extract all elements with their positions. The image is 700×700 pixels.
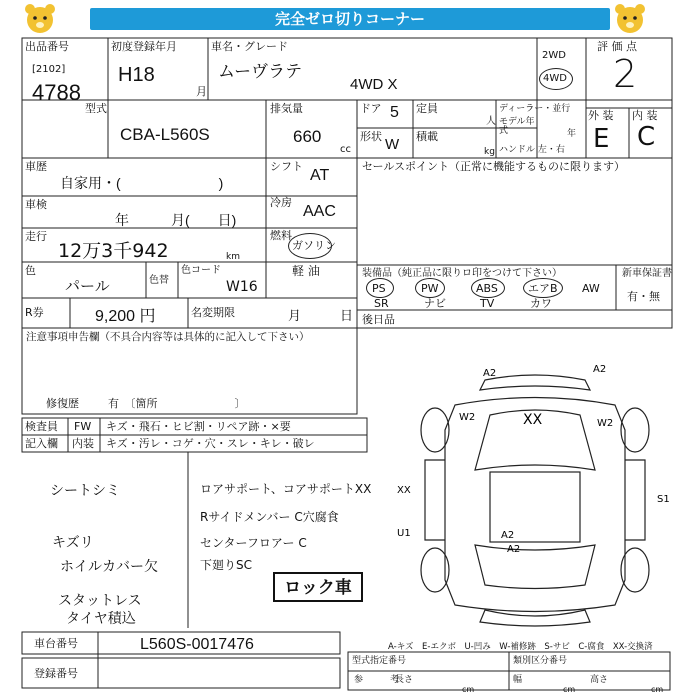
note-right-1: ロアサポート、コアサポートXX xyxy=(200,482,372,496)
mark-a2-rear: A2 xyxy=(507,544,521,555)
equip-airbag: エアB xyxy=(528,282,558,295)
damage-legend: A-キズ E-エクボ U-凹み W-補修跡 S-サビ C-腐食 XX-交換済 xyxy=(388,642,653,652)
doors: 5 xyxy=(390,104,399,121)
height-label: 高さ xyxy=(590,675,609,685)
repair-label: 修復歴 xyxy=(46,397,79,410)
mark-u1: U1 xyxy=(397,528,411,539)
car-name: ムーヴラテ xyxy=(218,62,303,82)
lot-label: 出品番号 xyxy=(25,40,69,53)
exterior-label: 外 装 xyxy=(588,109,614,122)
width-label: 幅 xyxy=(513,675,523,685)
equip-circle-ps xyxy=(366,278,394,298)
inspection-value: 年 月( 日) xyxy=(115,212,237,228)
grade: 4WD X xyxy=(350,76,398,93)
mark-s1: S1 xyxy=(657,494,670,505)
reg-year: H18 xyxy=(118,64,155,86)
shift-label: シフト xyxy=(270,160,303,173)
interior-row-label: 内装 xyxy=(72,437,94,450)
mark-xx-hood: XX xyxy=(523,412,543,428)
note-right-2: Rサイドメンバー C穴腐食 xyxy=(200,510,339,524)
equip-label: 装備品（純正品に限りロ印をつけて下さい） xyxy=(362,268,562,279)
ac-label: 冷房 xyxy=(270,196,292,209)
year-unit: 年 xyxy=(567,129,577,139)
history-label: 車歴 xyxy=(25,160,47,173)
displacement: 660 xyxy=(293,127,322,146)
drive-4wd: 4WD xyxy=(543,73,567,84)
note-left-3: ホイルカバー欠 xyxy=(60,559,158,575)
chassis-number: L560S-0017476 xyxy=(140,636,254,653)
color-label: 色 xyxy=(25,264,36,277)
equip-leather: カワ xyxy=(530,297,552,310)
repair-value: 有 〔箇所 〕 xyxy=(108,397,246,410)
mark-xx-side: XX xyxy=(397,485,411,496)
doors-label: ドア xyxy=(360,102,382,115)
drive-2wd: 2WD xyxy=(542,50,566,61)
fuel-diesel: 軽 油 xyxy=(292,264,320,278)
warranty-label: 新車保証書 xyxy=(622,268,672,279)
kg-unit: kg xyxy=(484,147,495,157)
equip-sr: SR xyxy=(374,297,389,310)
equip-circle-abs xyxy=(471,278,505,298)
history: 自家用・( ) xyxy=(60,175,224,191)
displacement-label: 排気量 xyxy=(270,102,303,115)
score: 2 xyxy=(613,52,638,96)
mark-a2-center: A2 xyxy=(501,530,515,541)
color: パール xyxy=(65,277,110,295)
cc-unit: cc xyxy=(340,144,351,155)
post-label: 後日品 xyxy=(362,313,395,326)
type-spec-label: 型式指定番号 xyxy=(352,656,407,666)
car-damage-diagram xyxy=(395,360,675,630)
inspection-label: 車検 xyxy=(25,198,47,211)
length-cm-unit: cm xyxy=(462,685,475,694)
color-no-label: 色替 xyxy=(149,275,169,286)
shape: W xyxy=(385,136,400,153)
chassis-label: 車台番号 xyxy=(34,637,78,650)
equip-abs: ABS xyxy=(476,282,498,295)
score-label: 評 価 点 xyxy=(597,40,637,53)
model-label: 型式 xyxy=(85,102,107,115)
exterior-grade: E xyxy=(593,124,610,154)
price-label: R券 xyxy=(25,306,44,319)
equip-ps: PS xyxy=(372,282,386,295)
mark-a2-front-right: A2 xyxy=(593,364,607,375)
warranty: 有・無 xyxy=(627,290,660,303)
mark-w2-right: W2 xyxy=(597,418,614,429)
dealer-label: ディーラー・並行 xyxy=(499,104,571,114)
capacity-label: 定員 xyxy=(416,102,438,115)
color-code: W16 xyxy=(226,279,258,295)
note-right-3: センターフロアー C xyxy=(200,536,307,550)
equip-tv: TV xyxy=(480,297,495,310)
equip-circle-airbag xyxy=(523,278,563,298)
equip-navi: ナビ xyxy=(424,297,446,310)
inspector-label: 検査員 xyxy=(25,420,58,433)
reference-label: 参 考 xyxy=(354,675,400,685)
car-name-label: 車名・グレード xyxy=(211,40,288,53)
mileage-label: 走行 xyxy=(25,230,47,243)
shape-label: 形状 xyxy=(360,130,382,143)
reg-year-label: 初度登録年月 xyxy=(111,40,177,53)
color-code-label: 色コード xyxy=(181,265,221,276)
note-left-1: シートシミ xyxy=(50,483,120,499)
expiry-value: 月 日 xyxy=(288,308,354,323)
page-title: 完全ゼロ切りコーナー xyxy=(90,8,610,30)
mileage: 12万3千942 xyxy=(58,240,169,262)
lot-prefix: [2102] xyxy=(32,64,66,75)
interior-grade: C xyxy=(637,122,656,152)
lock-car-stamp: ロック車 xyxy=(273,572,363,602)
equip-aw: AW xyxy=(582,282,600,295)
mark-w2-left: W2 xyxy=(459,412,476,423)
note-left-5: タイヤ積込 xyxy=(66,611,136,627)
interior-items: キズ・汚レ・コゲ・穴・スレ・キレ・破レ xyxy=(106,437,315,450)
sales-point-label: セールスポイント（正常に機能するものに限ります） xyxy=(362,160,626,173)
equip-circle-pw xyxy=(415,278,445,298)
load-label: 積載 xyxy=(416,130,438,143)
lot-number: 4788 xyxy=(32,80,81,105)
mark-a2-front-left: A2 xyxy=(483,368,497,379)
fw-label: FW xyxy=(74,420,92,433)
entry-label: 記入欄 xyxy=(25,437,58,450)
fuel-gasoline: ガソリン xyxy=(292,239,336,252)
interior-label: 内 装 xyxy=(632,109,658,122)
length-label: 長さ xyxy=(395,675,414,685)
reg-month-unit: 月 xyxy=(196,85,207,98)
price: 9,200 円 xyxy=(95,308,156,325)
model: CBA-L560S xyxy=(120,125,210,144)
km-unit: km xyxy=(226,252,240,262)
notes-label: 注意事項申告欄（不具合内容等は具体的に記入して下さい） xyxy=(26,331,310,343)
model-year-label: モデル年式 xyxy=(499,117,535,136)
person-unit: 人 xyxy=(486,116,496,127)
height-cm-unit: cm xyxy=(651,685,664,694)
handle-label: ハンドル 左・右 xyxy=(499,145,565,155)
fuel-label: 燃料 xyxy=(270,229,292,242)
reg-no-label: 登録番号 xyxy=(34,667,78,680)
shift: AT xyxy=(310,167,330,184)
note-right-4: 下廻りSC xyxy=(200,558,252,572)
note-left-4: スタットレス xyxy=(58,593,142,609)
class-label: 類別区分番号 xyxy=(513,656,568,666)
equip-pw: PW xyxy=(421,282,439,295)
width-cm-unit: cm xyxy=(563,685,576,694)
expiry-label: 名変期限 xyxy=(191,306,235,319)
fw-items: キズ・飛石・ヒビ割・リペア跡・×要 xyxy=(106,420,291,433)
note-left-2: キズリ xyxy=(52,535,94,551)
ac: AAC xyxy=(303,203,336,220)
